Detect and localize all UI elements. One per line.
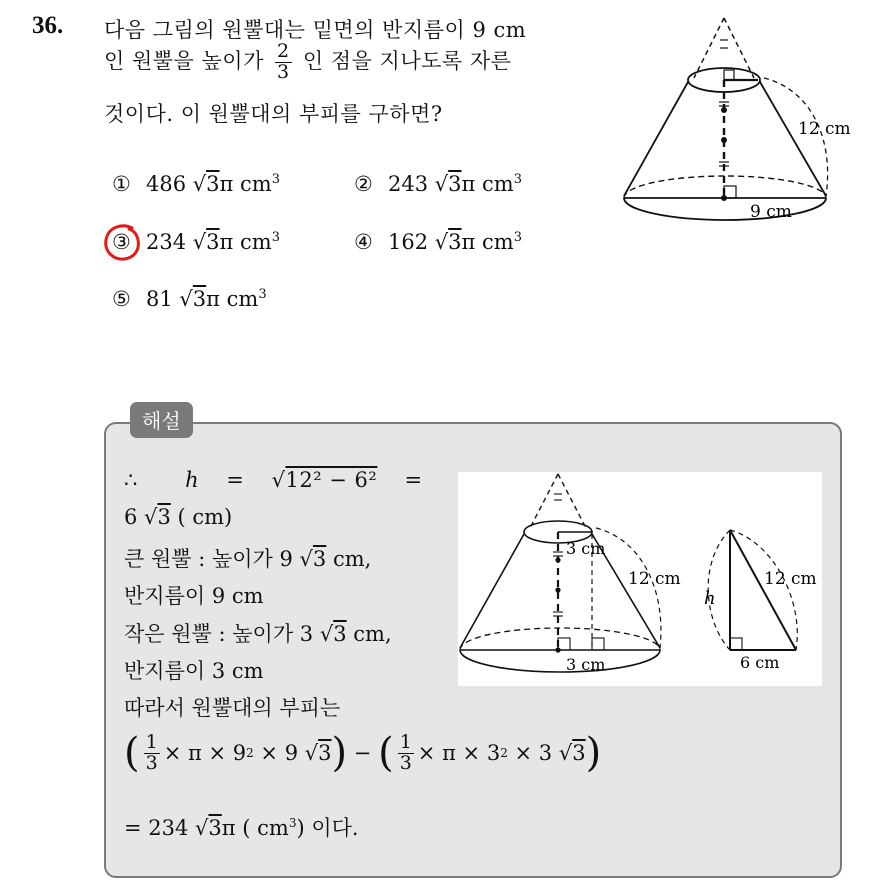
choice-2-value: 243 (388, 172, 429, 196)
question-fraction (275, 42, 292, 83)
choice-2-exp: 3 (513, 172, 522, 187)
choice-5-mark: ⑤ (112, 287, 131, 311)
sol-l3-text: 큰 원뿔 : 높이가 9 (124, 547, 293, 571)
choice-3-root: 3 (206, 230, 220, 254)
equals-2: = (404, 468, 423, 492)
formula-frac-1 (144, 730, 160, 774)
f1-rest: × π × 9 (163, 741, 247, 765)
figure1-radius-label: 9 cm (750, 202, 792, 222)
solution-line-6: 반지름이 3 cm (124, 659, 264, 683)
paren-close-1: ) (331, 730, 348, 776)
f1-root: 3 (318, 741, 332, 765)
fig2-top-radius: 3 cm (566, 539, 606, 558)
result-mid: π ( cm (221, 816, 289, 840)
f2-rest: × π × 3 (417, 741, 501, 765)
solution-formula: ( $\frac{1}{3}$ × π × 9 2 × 9 √ 3 ) − ( $\frac{1}{3}$ × π × 3 2 × 3 √ 3 ) (124, 730, 602, 776)
sol-l3-root: 3 (312, 547, 327, 571)
choice-3-value: 234 (146, 230, 187, 254)
f1-tail: × 9 (260, 741, 299, 765)
choice-2[interactable]: ② 243 √3π $cm^3$ (354, 172, 522, 196)
choice-5-exp: 3 (258, 287, 267, 302)
choice-1-exp: 3 (271, 172, 280, 187)
choice-1-mark: ① (112, 172, 131, 196)
solution-line-7: 따라서 원뿔대의 부피는 (124, 696, 341, 720)
f2-tail: × 3 (514, 741, 553, 765)
variable-h: h (185, 468, 200, 492)
solution-figures (458, 472, 822, 686)
sol-l2-coef: 6 (124, 505, 138, 529)
sol-l5-unit: cm, (353, 622, 392, 646)
fraction-denominator: 3 (277, 60, 290, 83)
question-number: 36. (32, 12, 64, 39)
choice-1[interactable]: ① 486 √3π $cm^3$ (112, 172, 280, 196)
f2-sq: 2 (500, 746, 508, 760)
question-line-3: 것이다. 이 원뿔대의 부피를 구하면? (104, 102, 443, 126)
result-root: 3 (208, 816, 222, 840)
choice-4-mark: ④ (354, 230, 373, 254)
solution-line-1: ∴ h = √12² − 6² = (124, 468, 423, 492)
fig2-slant: 12 cm (628, 569, 681, 589)
solution-line-2: 6 √3 ( cm) (124, 505, 233, 529)
sol-l5-text: 작은 원뿔 : 높이가 3 (124, 622, 314, 646)
choice-1-value: 486 (146, 172, 187, 196)
choice-1-root: 3 (206, 172, 220, 196)
result-pre: = 234 (124, 816, 189, 840)
choice-4-value: 162 (388, 230, 429, 254)
result-post: ) 이다. (296, 816, 359, 840)
choice-2-mark: ② (354, 172, 373, 196)
therefore-symbol: ∴ (124, 468, 138, 492)
question-line-1: 다음 그림의 원뿔대는 밑면의 반지름이 9 cm (104, 18, 527, 42)
frac1-den: 3 (145, 751, 158, 774)
choice-4-root: 3 (448, 230, 462, 254)
solution-figure-panel (458, 472, 822, 686)
solution-tab: 해설 (130, 402, 193, 438)
sol-l3-unit: cm, (332, 547, 372, 571)
choice-1-unit: π cm (219, 172, 272, 196)
solution-line-5: 작은 원뿔 : 높이가 3 √3 cm, (124, 622, 392, 646)
choice-3[interactable]: ③ 234 √3π $cm^3$ (112, 230, 280, 254)
choice-3-exp: 3 (271, 230, 280, 245)
question-line-2-post: 인 점을 지나도록 자른 (302, 48, 512, 73)
paren-close-2: ) (585, 730, 602, 776)
choice-5-root: 3 (192, 287, 207, 311)
choice-3-unit: π cm (219, 230, 272, 254)
frustum-figure (612, 10, 862, 230)
choice-5-unit: π cm (206, 287, 259, 311)
solution-result: = 234 √3π ( $cm^3$) 이다. (124, 816, 359, 840)
fig2-bottom: 3 cm (566, 655, 606, 674)
frac2-den: 3 (399, 751, 412, 774)
choice-2-root: 3 (448, 172, 462, 196)
choice-4[interactable]: ④ 162 √3π $cm^3$ (354, 230, 522, 254)
formula-frac-2 (398, 730, 414, 774)
paren-open-2: ( (378, 730, 394, 776)
figure1-slant-label: 12 cm (798, 119, 851, 139)
result-exp: 3 (288, 816, 297, 830)
fig3-h: h (704, 588, 716, 609)
paren-open-1: ( (124, 730, 140, 776)
frac1-num: 1 (145, 730, 158, 753)
sol-l2-root: 3 (157, 505, 171, 529)
fig3-slant: 12 cm (764, 569, 817, 589)
frac2-num: 1 (399, 730, 412, 753)
solution-line-3: 큰 원뿔 : 높이가 9 √3 cm, (124, 547, 372, 571)
choice-4-exp: 3 (513, 230, 522, 245)
choice-4-unit: π cm (461, 230, 514, 254)
question-line-2 (104, 42, 511, 83)
question-line-2-pre: 인 원뿔을 높이가 (104, 48, 264, 73)
choice-3-mark: ③ (112, 230, 131, 254)
fraction-numerator: 2 (277, 40, 290, 62)
fig3-base: 6 cm (740, 653, 780, 672)
f1-sq: 2 (246, 746, 254, 760)
solution-line-4: 반지름이 9 cm (124, 584, 264, 608)
minus-sign: − (353, 741, 372, 765)
choice-5-value: 81 (146, 287, 173, 311)
sol-l2-unit: ( cm) (177, 505, 233, 529)
f2-root: 3 (572, 741, 586, 765)
selected-answer-circle-icon (102, 222, 142, 262)
choice-2-unit: π cm (461, 172, 514, 196)
root-expression: 12² − 6² (285, 468, 378, 492)
sol-l5-root: 3 (333, 622, 347, 646)
equals-1: = (226, 468, 245, 492)
choice-5[interactable]: ⑤ 81 √3π $cm^3$ (112, 287, 267, 311)
